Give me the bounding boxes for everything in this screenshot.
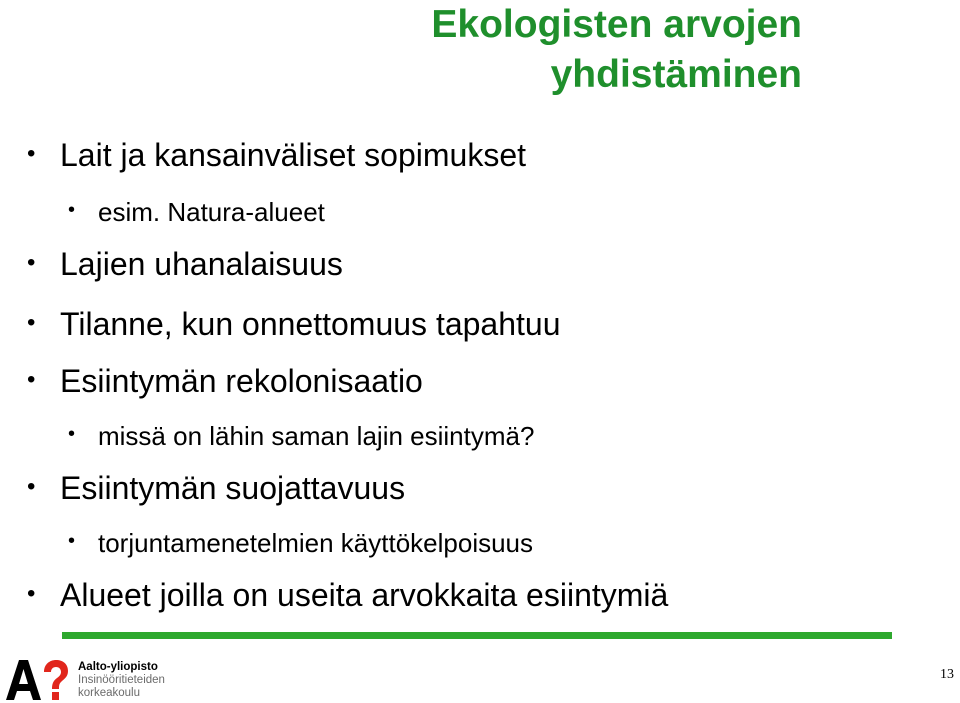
bullet-text: Lajien uhanalaisuus bbox=[60, 246, 343, 282]
bullet-item bbox=[68, 197, 325, 228]
bullet-item bbox=[27, 137, 527, 174]
bullet-text: Alueet joilla on useita arvokkaita esiintymiä bbox=[60, 577, 669, 613]
bullet-item bbox=[27, 577, 669, 614]
bullet-text: missä on lähin saman lajin esiintymä? bbox=[98, 421, 535, 451]
logo-line-school-2: korkeakoulu bbox=[78, 687, 141, 699]
bullet-text: Esiintymän rekolonisaatio bbox=[60, 363, 423, 399]
bullet-text: Tilanne, kun onnettomuus tapahtuu bbox=[60, 306, 561, 342]
bullet-dot: • bbox=[27, 140, 36, 167]
bullet-dot: • bbox=[27, 473, 36, 500]
bullet-item bbox=[27, 246, 343, 283]
aalto-logo-icon bbox=[6, 660, 70, 700]
logo-line-university: Aalto-yliopisto bbox=[78, 661, 158, 673]
bullet-item bbox=[68, 528, 534, 559]
page-number: 13 bbox=[940, 667, 954, 682]
bullet-dot: • bbox=[27, 580, 36, 607]
bullet-item bbox=[27, 306, 561, 343]
bullet-item bbox=[27, 470, 406, 507]
bullet-item bbox=[27, 363, 423, 400]
bullet-text: Lait ja kansainväliset sopimukset bbox=[60, 137, 527, 173]
divider-bar bbox=[62, 632, 892, 639]
logo-line-school: Insinööritieteiden bbox=[78, 674, 165, 686]
bullet-dot: • bbox=[68, 199, 76, 221]
slide-title bbox=[242, 0, 802, 100]
bullet-dot: • bbox=[68, 530, 76, 552]
bullet-dot: • bbox=[68, 423, 76, 445]
slide-title-line1: Ekologisten arvojen bbox=[431, 3, 802, 46]
bullet-text: Esiintymän suojattavuus bbox=[60, 470, 406, 506]
aalto-logo bbox=[6, 660, 196, 700]
bullet-text: torjuntamenetelmien käyttökelpoisuus bbox=[98, 528, 534, 558]
bullet-item bbox=[68, 421, 535, 452]
logo-text bbox=[78, 661, 165, 700]
slide-title-line2: yhdistäminen bbox=[550, 53, 802, 96]
bullet-dot: • bbox=[27, 309, 36, 336]
bullet-dot: • bbox=[27, 366, 36, 393]
bullet-text: esim. Natura-alueet bbox=[98, 197, 325, 227]
bullet-dot: • bbox=[27, 249, 36, 276]
